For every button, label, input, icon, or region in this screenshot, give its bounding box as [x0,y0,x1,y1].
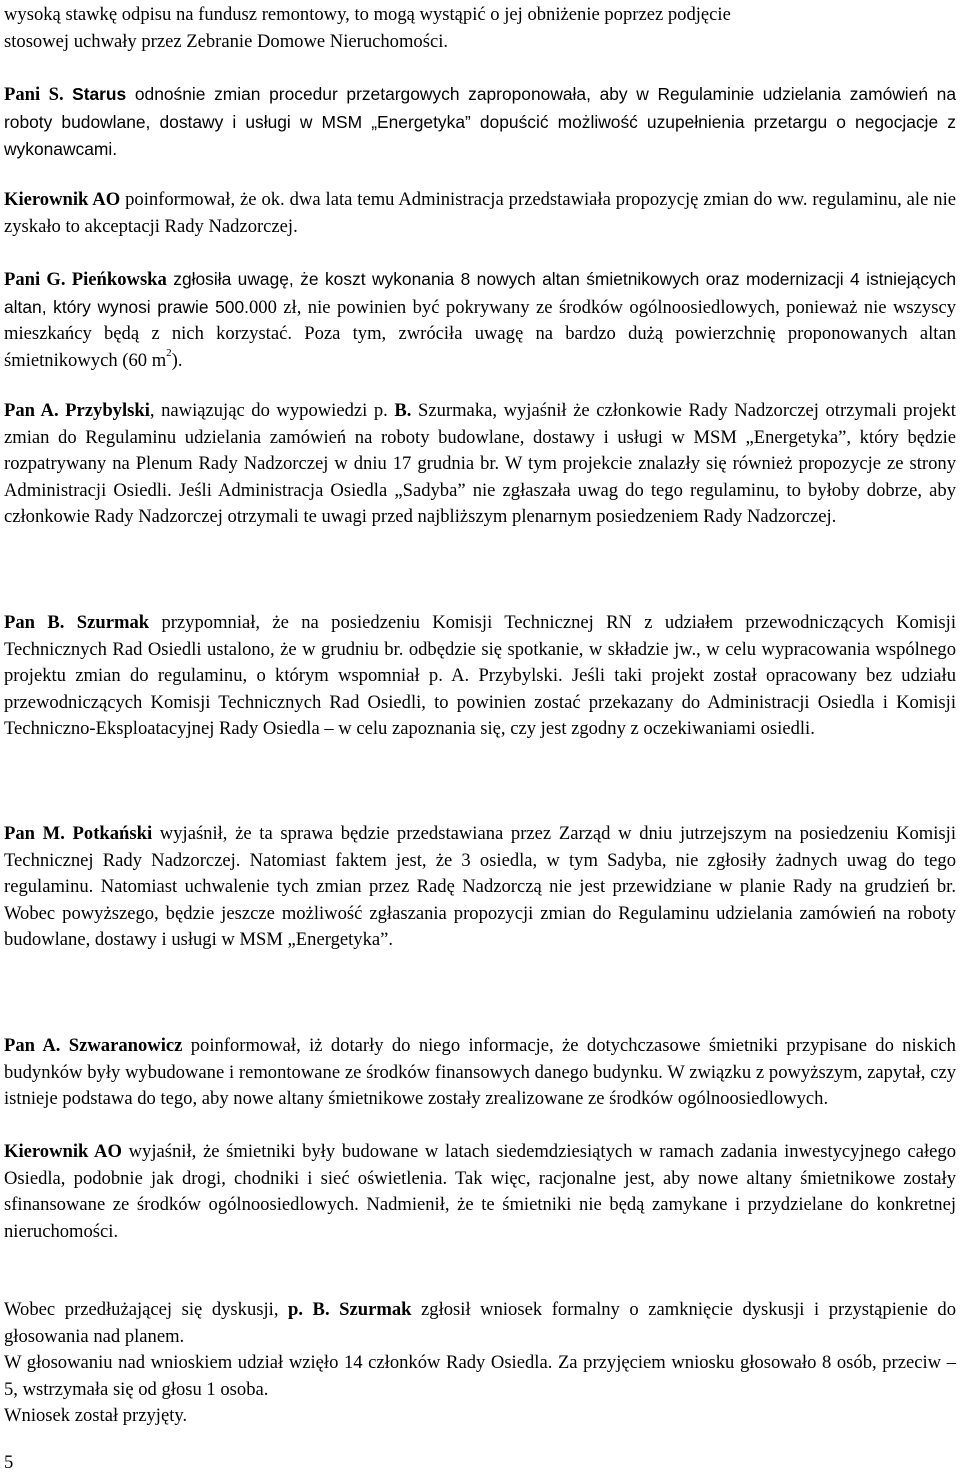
superscript: 2 [166,347,172,360]
paragraph-starus [4,81,956,164]
speaker-name: Pieńkowska [71,269,167,290]
intro-line-1: wysoką stawkę odpisu na fundusz remontowy, to mogą wystąpić o jej obniżenie poprzez podjęcie [4,4,731,25]
paragraph-kierownik-1 [4,187,956,240]
speaker-name: Kierownik AO [4,189,121,210]
paragraph-vote [4,1350,956,1403]
paragraph-intro [4,2,956,55]
reference-initial: B. [394,400,412,421]
speaker-name: Przybylski [65,400,150,421]
speaker-name: Kierownik AO [4,1141,122,1162]
speaker-title: Pani S. [4,84,64,105]
paragraph-text: przypomniał, że na posiedzeniu Komisji Technicznej RN z udziałem przewodniczących Komisji Technicznych Rad Osiedli ustalono, że w grudniu br. odbędzie się spotkanie, w składzie jw., w celu wypracowania wspólnego projektu zmian do regulaminu, o którym wspomniał p. A. Przybylski. Jeśli taki projekt został opracowany bez udziału przewodniczących Komisji Technicznych Rad Osiedli, to powinien zostać przekazany do Administracji Osiedla i Komisji Techniczno-Eksploatacyjnej Rady Osiedla – w celu zapoznania się, czy jest zgodny z oczekiwaniami osiedli. [4,612,957,739]
paragraph-potkanski [4,821,956,954]
paragraph-text: poinformował, że ok. dwa lata temu Administracja przedstawiała propozycję zmian do ww. regulaminu, ale nie zyskało to akceptacji Rady Nadzorczej. [4,189,956,237]
speaker-title: Pani G. [4,269,66,290]
paragraph-text: Szurmaka, wyjaśnił że członkowie Rady Nadzorczej otrzymali projekt zmian do Regulaminu udzielania zamówień na roboty budowlane, dostawy i usługi w MSM „Energetyka”, który będzie rozpatrywany na Plenum Rady Nadzorczej w dniu 17 grudnia br. W tym projekcie znalazły się również propozycje ze strony Administracji Osiedli. Jeśli Administracja Osiedla „Sadyba” nie zgłaszała uwag do tego regulaminu, to byłoby dobrze, aby członkowie Rady Nadzorczej otrzymali te uwagi przed najbliższym plenarnym posiedzeniem Rady Nadzorczej. [4,400,956,527]
paragraph-text: poinformował, iż dotarły do niego informacje, że dotychczasowe śmietniki przypisane do niskich budynków były wybudowane i remontowane ze środków finansowych danego budynku. W związku z powyższym, zapytał, czy istnieje podstawa do tego, aby nowe altany śmietnikowe zostały zrealizowane ze środków ogólnoosiedlowych. [4,1035,956,1109]
paragraph-szurmak [4,610,956,743]
paragraph-text: W głosowaniu nad wnioskiem udział wzięło 14 członków Rady Osiedla. Za przyjęciem wniosku głosowało 8 osób, przeciw – 5, wstrzymała się od głosu 1 osoba. [4,1352,956,1400]
intro-line-2: stosowej uchwały przez Zebranie Domowe Nieruchomości. [4,30,449,52]
paragraph-kierownik-2 [4,1139,956,1245]
paragraph-text: Wniosek został przyjęty. [4,1405,188,1426]
paragraph-szwaranowicz [4,1033,956,1113]
paragraph-motion [4,1297,956,1350]
paragraph-pienkowska [4,266,956,374]
speaker-name: p. B. Szurmak [288,1299,412,1320]
paragraph-text: zgłosiła uwagę, że koszt wykonania 8 nowych altan śmietnikowych oraz modernizacji 4 istniejących altan, który wynosi prawie 500. [4,269,956,317]
paragraph-text: 000 zł, nie powinien być pokrywany ze środków ogólnoosiedlowych, ponieważ nie wszyscy mieszkańcy będą z nich korzystać. Poza tym, zwróciła uwagę na bardzo dużą powierzchnię proponowanych altan śmietnikowych (60 m [4,296,956,371]
page-number: 5 [4,1452,14,1473]
speaker-title: Pan A. [4,1035,61,1056]
paragraph-text: zgłosił wniosek formalny o zamknięcie dyskusji i przystąpienie do głosowania nad planem. [4,1299,956,1347]
paragraph-text: Wobec przedłużającej się dyskusji, [4,1299,289,1320]
paragraph-text: wyjaśnił, że śmietniki były budowane w latach siedemdziesiątych w ramach zadania inwestycyjnego całego Osiedla, podobnie jak drogi, chodniki i sieć oświetlenia. Tak więc, racjonalne jest, aby nowe altany śmietnikowe zostały sfinansowane ze środków ogólnoosiedlowych. Nadmienił, że te śmietniki nie będą zamykane i przydzielane do konkretnej nieruchomości. [4,1141,956,1242]
speaker-title: Pan A. [4,400,59,421]
paragraph-result [4,1403,956,1430]
paragraph-text: ). [171,349,183,371]
paragraph-text: wyjaśnił, że ta sprawa będzie przedstawiana przez Zarząd w dniu jutrzejszym na posiedzeniu Komisji Technicznej Rady Nadzorczej. Natomiast faktem jest, że 3 osiedla, w tym Sadyba, nie zgłosiły żadnych uwag do tego regulaminu. Natomiast uchwalenie tych zmian przez Radę Nadzorczą nie jest przewidziane w planie Rady na grudzień br. Wobec powyższego, będzie jeszcze możliwość zgłaszania propozycji zmian do Regulaminu udzielania zamówień na roboty budowlane, dostawy i usługi w MSM „Energetyka”. [4,823,956,950]
paragraph-przybylski [4,398,956,531]
speaker-title: Pan B. [4,612,65,633]
speaker-title: Pan M. [4,823,65,844]
speaker-name: Szwaranowicz [68,1035,183,1056]
speaker-name: Potkański [72,823,153,844]
paragraph-text: odnośnie zmian procedur przetargowych zaproponowała, aby w Regulaminie udzielania zamówień na roboty budowlane, dostawy i usługi w MSM „Energetyka” dopuścić możliwość uzupełnienia przetargu o negocjacje z wykonawcami. [4,84,956,159]
speaker-name: Szurmak [76,612,150,633]
paragraph-text: , nawiązując do wypowiedzi p. [149,400,395,421]
speaker-name: Starus [72,84,127,104]
